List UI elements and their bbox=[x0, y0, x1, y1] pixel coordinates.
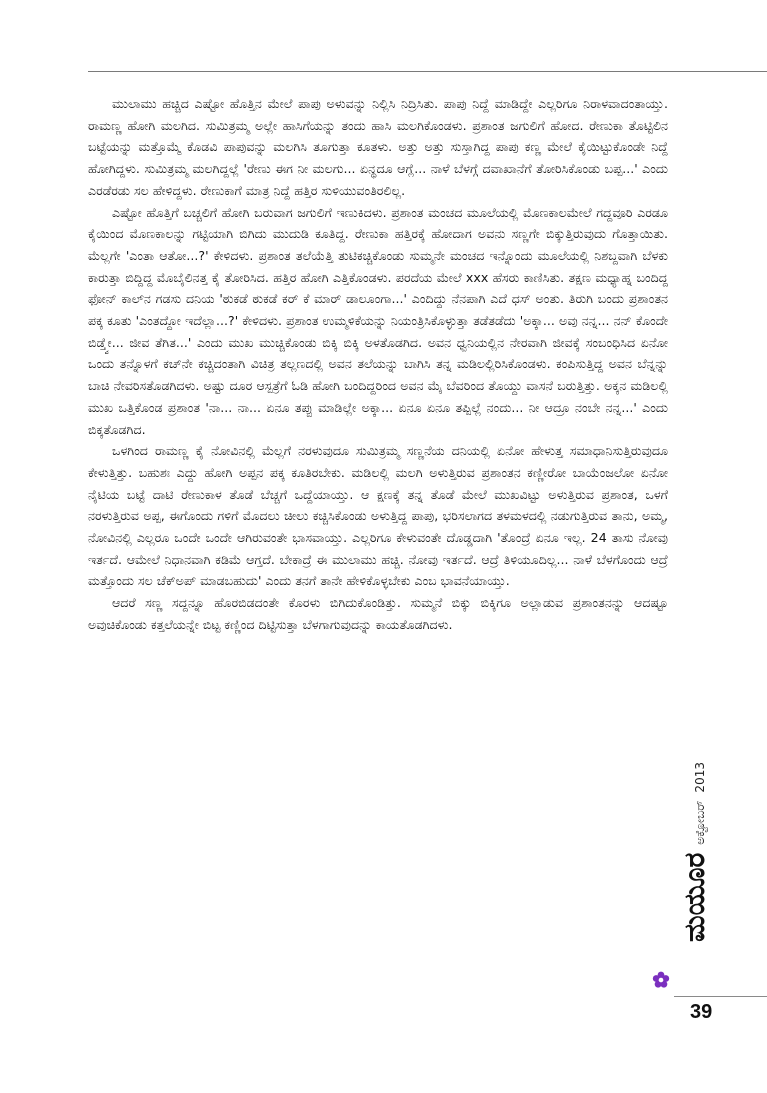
article-body bbox=[88, 93, 668, 636]
header-rule bbox=[88, 71, 767, 72]
paragraph-3: ಒಳಗಿಂದ ರಾಮಣ್ಣ ಕೈ ನೋವಿನಲ್ಲಿ ಮೆಲ್ಲಗೆ ನರಳುವುದೂ ಸುಮಿತ್ರಮ್ಮ ಸಣ್ಣನೆಯ ದನಿಯಲ್ಲಿ ಏನೋ ಹೇಳುತ್ತ ಸಮಾಧಾನಿಸುತ್ತಿರುವುದೂ ಕೇಳುತ್ತಿತ್ತು. ಬಹುಶಃ ಎದ್ದು ಹೋಗಿ ಅಪ್ಪನ ಪಕ್ಕ ಕೂತಿರಬೇಕು. ಮಡಿಲಲ್ಲಿ ಮಲಗಿ ಅಳುತ್ತಿರುವ ಪ್ರಶಾಂತನ ಕಣ್ಣೀರೋ ಬಾಯೆಂಜಲೋ ಏನೋ ನೈಟಿಯ ಬಟ್ಟೆ ದಾಟಿ ರೇಣುಕಾಳ ತೊಡೆ ಬೆಚ್ಚಗೆ ಒದ್ದೆಯಾಯ್ತು. ಆ ಕ್ಷಣಕ್ಕೆ ತನ್ನ ತೊಡೆ ಮೇಲೆ ಮುಖವಿಟ್ಟು ಅಳುತ್ತಿರುವ ಪ್ರಶಾಂತ, ಒಳಗೆ ನರಳುತ್ತಿರುವ ಅಪ್ಪ, ಈಗೊಂದು ಗಳಿಗೆ ಮೊದಲು ಚೀಲು ಕಚ್ಚಿಸಿಕೊಂಡು ಅಳುತ್ತಿದ್ದ ಪಾಪು, ಭರಿಸಲಾಗದ ತಳಮಳದಲ್ಲಿ ನಡುಗುತ್ತಿರುವ ತಾನು, ಅಮ್ಮ, ನೋವಿನಲ್ಲಿ ಎಲ್ಲರೂ ಒಂದೇ ಒಂದೇ ಆಗಿರುವಂತೇ ಭಾಸವಾಯ್ತು. ಎಲ್ಲರಿಗೂ ಕೇಳುವಂತೇ ದೊಡ್ಡದಾಗಿ 'ತೊಂದ್ರೆ ಏನೂ ಇಲ್ಲ. 24 ತಾಸು ನೋವು ಇರ್ತದೆ. ಆಮೇಲೆ ನಿಧಾನವಾಗಿ ಕಡಿಮೆ ಆಗ್ತದೆ. ಬೇಕಾದ್ರೆ ಈ ಮುಲಾಮು ಹಚ್ಚಿ. ನೋವು ಇರ್ತದೆ. ಆದ್ರೆ ತಿಳಿಯೂದಿಲ್ಲ... ನಾಳೆ ಬೆಳಗೊಂದು ಆದ್ರೆ ಮತ್ತೊಂದು ಸಲ ಚೆಕ್‌ಅಪ್ ಮಾಡಬಹುದು' ಎಂದು ತನಗೆ ತಾನೇ ಹೇಳಿಕೊಳ್ಳಬೇಕು ಎಂಬ ಭಾವನೆಯಾಯ್ತು. bbox=[88, 443, 668, 589]
issue-year: 2013 bbox=[693, 762, 707, 793]
issue-month: ಅಕ್ಟೋಬರ್ bbox=[693, 800, 707, 845]
paragraph-1: ಮುಲಾಮು ಹಚ್ಚಿದ ಎಷ್ಟೋ ಹೊತ್ತಿನ ಮೇಲೆ ಪಾಪು ಅಳುವನ್ನು ನಿಲ್ಲಿಸಿ ನಿದ್ರಿಸಿತು. ಪಾಪು ನಿದ್ದೆ ಮಾಡಿದ್ದೇ ಎಲ್ಲರಿಗೂ ನಿರಾಳವಾದಂತಾಯ್ತು. ರಾಮಣ್ಣ ಹೋಗಿ ಮಲಗಿದ. ಸುಮಿತ್ರಮ್ಮ ಅಲ್ಲೇ ಹಾಸಿಗೆಯನ್ನು ತಂದು ಹಾಸಿ ಮಲಗಿಕೊಂಡಳು. ಪ್ರಶಾಂತ ಜಗುಲಿಗೆ ಹೋದ. ರೇಣುಕಾ ತೊಟ್ಟಿಲಿನ ಬಟ್ಟೆಯನ್ನು ಮತ್ತೊಮ್ಮೆ ಕೊಡವಿ ಪಾಪುವನ್ನು ಮಲಗಿಸಿ ತೂಗುತ್ತಾ ಕೂತಳು. ಅತ್ತು ಅತ್ತು ಸುಸ್ತಾಗಿದ್ದ ಪಾಪು ಕಣ್ಣ ಮೇಲೆ ಕೈಯಿಟ್ಟುಕೊಂಡೇ ನಿದ್ದೆ ಹೋಗಿದ್ದಳು. ಸುಮಿತ್ರಮ್ಮ ಮಲಗಿದ್ದಲ್ಲೆ 'ರೇಣು ಈಗ ನೀ ಮಲಗು... ಏನ್ಥದೂ ಆಗ್ಲೆ... ನಾಳೆ ಬೆಳಗ್ಗೆ ದವಾಖಾನೆಗೆ ತೋರಿಸಿಕೊಂಡು ಬಪ್ಪ...' ಎಂದು ಎರಡೆರಡು ಸಲ ಹೇಳಿದ್ದಳು. ರೇಣುಕಾಗೆ ಮಾತ್ರ ನಿದ್ದೆ ಹತ್ತಿರ ಸುಳಿಯುವಂತಿರಲಿಲ್ಲ. bbox=[88, 96, 668, 198]
purple-flower-icon bbox=[652, 971, 670, 989]
magazine-sidebar bbox=[678, 758, 712, 946]
paragraph-4: ಆದರೆ ಸಣ್ಣ ಸದ್ದನ್ನೂ ಹೊರಬಿಡದಂತೇ ಕೊರಳು ಬಿಗಿದುಕೊಂಡಿತ್ತು. ಸುಮ್ಮನೆ ಬಿಕ್ಕು ಬಿಕ್ಕಿಗೂ ಅಲ್ಲಾಡುವ ಪ್ರಶಾಂತನನ್ನು ಆದಷ್ಟೂ ಅವುಚಿಕೊಂಡು ಕತ್ತಲೆಯನ್ನೇ ಬಿಟ್ಟ ಕಣ್ಣಿಂದ ದಿಟ್ಟಿಸುತ್ತಾ ಬೆಳಗಾಗುವುದನ್ನು ಕಾಯತೊಡಗಿದಳು. bbox=[88, 595, 668, 632]
paragraph-2: ಎಷ್ಟೋ ಹೊತ್ತಿಗೆ ಬಚ್ಚಲಿಗೆ ಹೋಗಿ ಬರುವಾಗ ಜಗುಲಿಗೆ ಇಣುಕಿದಳು. ಪ್ರಶಾಂತ ಮಂಚದ ಮೂಲೆಯಲ್ಲಿ ಮೊಣಕಾಲಮೇಲೆ ಗದ್ದವೂರಿ ಎರಡೂ ಕೈಯಿಂದ ಮೊಣಕಾಲನ್ನು ಗಟ್ಟಿಯಾಗಿ ಬಿಗಿದು ಮುದುಡಿ ಕೂತಿದ್ದ. ರೇಣುಕಾ ಹತ್ತಿರಕ್ಕೆ ಹೋದಾಗ ಅವನು ಸಣ್ಣಗೇ ಬಿಕ್ಕುತ್ತಿರುವುದು ಗೊತ್ತಾಯಿತು. ಮೆಲ್ಲಗೇ 'ಎಂತಾ ಆತೋ...?' ಕೇಳಿದಳು. ಪ್ರಶಾಂತ ತಲೆಯೆತ್ತಿ ತುಟಿಕಚ್ಚಿಕೊಂಡು ಸುಮ್ಮನೇ ಮಂಚದ ಇನ್ನೊಂದು ಮೂಲೆಯಲ್ಲಿ ನಿಶಬ್ದವಾಗಿ ಬೆಳಕು ಕಾರುತ್ತಾ ಬಿದ್ದಿದ್ದ ಮೊಬೈಲಿನತ್ತ ಕೈ ತೋರಿಸಿದ. ಹತ್ತಿರ ಹೋಗಿ ಎತ್ತಿಕೊಂಡಳು. ಪರದೆಯ ಮೇಲೆ xxx ಹೆಸರು ಕಾಣಿಸಿತು. ತಕ್ಷಣ ಮಧ್ಯಾಹ್ನ ಬಂದಿದ್ದ ಫೋನ್ ಕಾಲ್‌ನ ಗಡಸು ದನಿಯ 'ಠುಕಡೆ ಠುಕಡೆ ಕರ್ ಕೆ ಮಾರ್ ಡಾಲೂಂಗಾ...' ಎಂದಿದ್ದು ನೆನಪಾಗಿ ಎದೆ ಧಸ್ ಅಂತು. ತಿರುಗಿ ಬಂದು ಪ್ರಶಾಂತನ ಪಕ್ಕ ಕೂತು 'ಎಂತದ್ದೋ ಇದೆಲ್ಲಾ...?' ಕೇಳಿದಳು. ಪ್ರಶಾಂತ ಉಮ್ಮಳಿಕೆಯನ್ನು ನಿಯಂತ್ರಿಸಿಕೊಳ್ಳುತ್ತಾ ತಡೆತಡೆದು 'ಅಕ್ಕಾ... ಅವು ನನ್ನ... ನನ್ ಕೊಂದೇ ಬಿಡ್ತ್ವೇ... ಜೀವ ತೆಗಿತ...' ಎಂದು ಮುಖ ಮುಚ್ಚಿಕೊಂಡು ಬಿಕ್ಕಿ ಬಿಕ್ಕಿ ಅಳತೊಡಗಿದ. ಅವನ ಧ್ವನಿಯಲ್ಲಿನ ನೇರವಾಗಿ ಜೀವಕ್ಕೆ ಸಂಬಂಧಿಸಿದ ಏನೋ ಒಂದು ತನ್ನೊಳಗೆ ಕಚ್‌ನೇ ಕಚ್ಚಿದಂತಾಗಿ ವಿಚಿತ್ರ ತಲ್ಲಣದಲ್ಲಿ ಅವನ ತಲೆಯನ್ನು ಬಾಗಿಸಿ ತನ್ನ ಮಡಿಲಲ್ಲಿರಿಸಿಕೊಂಡಳು. ಕಂಪಿಸುತ್ತಿದ್ದ ಅವನ ಬೆನ್ನನ್ನು ಬಾಚಿ ನೇವರಿಸತೊಡಗಿದಳು. ಅಷ್ಟು ದೂರ ಆಸ್ಪತ್ರೆಗೆ ಓಡಿ ಹೋಗಿ ಬಂದಿದ್ದರಿಂದ ಅವನ ಮೈ ಬೆವರಿಂದ ತೊಯ್ದು ವಾಸನೆ ಬರುತ್ತಿತ್ತು. ಅಕ್ಕನ ಮಡಿಲಲ್ಲಿ ಮುಖ ಒತ್ತಿಕೊಂಡ ಪ್ರಶಾಂತ 'ನಾ... ನಾ... ಏನೂ ತಪ್ಪು ಮಾಡಿಲ್ಲೇ ಅಕ್ಕಾ... ಏನೂ ಏನೂ ತಪ್ಪಿಲ್ಲೆ ನಂದು... ನೀ ಆದ್ರೂ ನಂಬೇ ನನ್ನ...' ಎಂದು ಬಿಕ್ಕತೊಡಗಿದ. bbox=[88, 204, 668, 437]
magazine-name: ಮಯೂರ bbox=[678, 852, 711, 942]
page-number: 39 bbox=[690, 1001, 713, 1023]
footer-rule bbox=[674, 996, 767, 997]
magazine-masthead bbox=[678, 762, 712, 942]
